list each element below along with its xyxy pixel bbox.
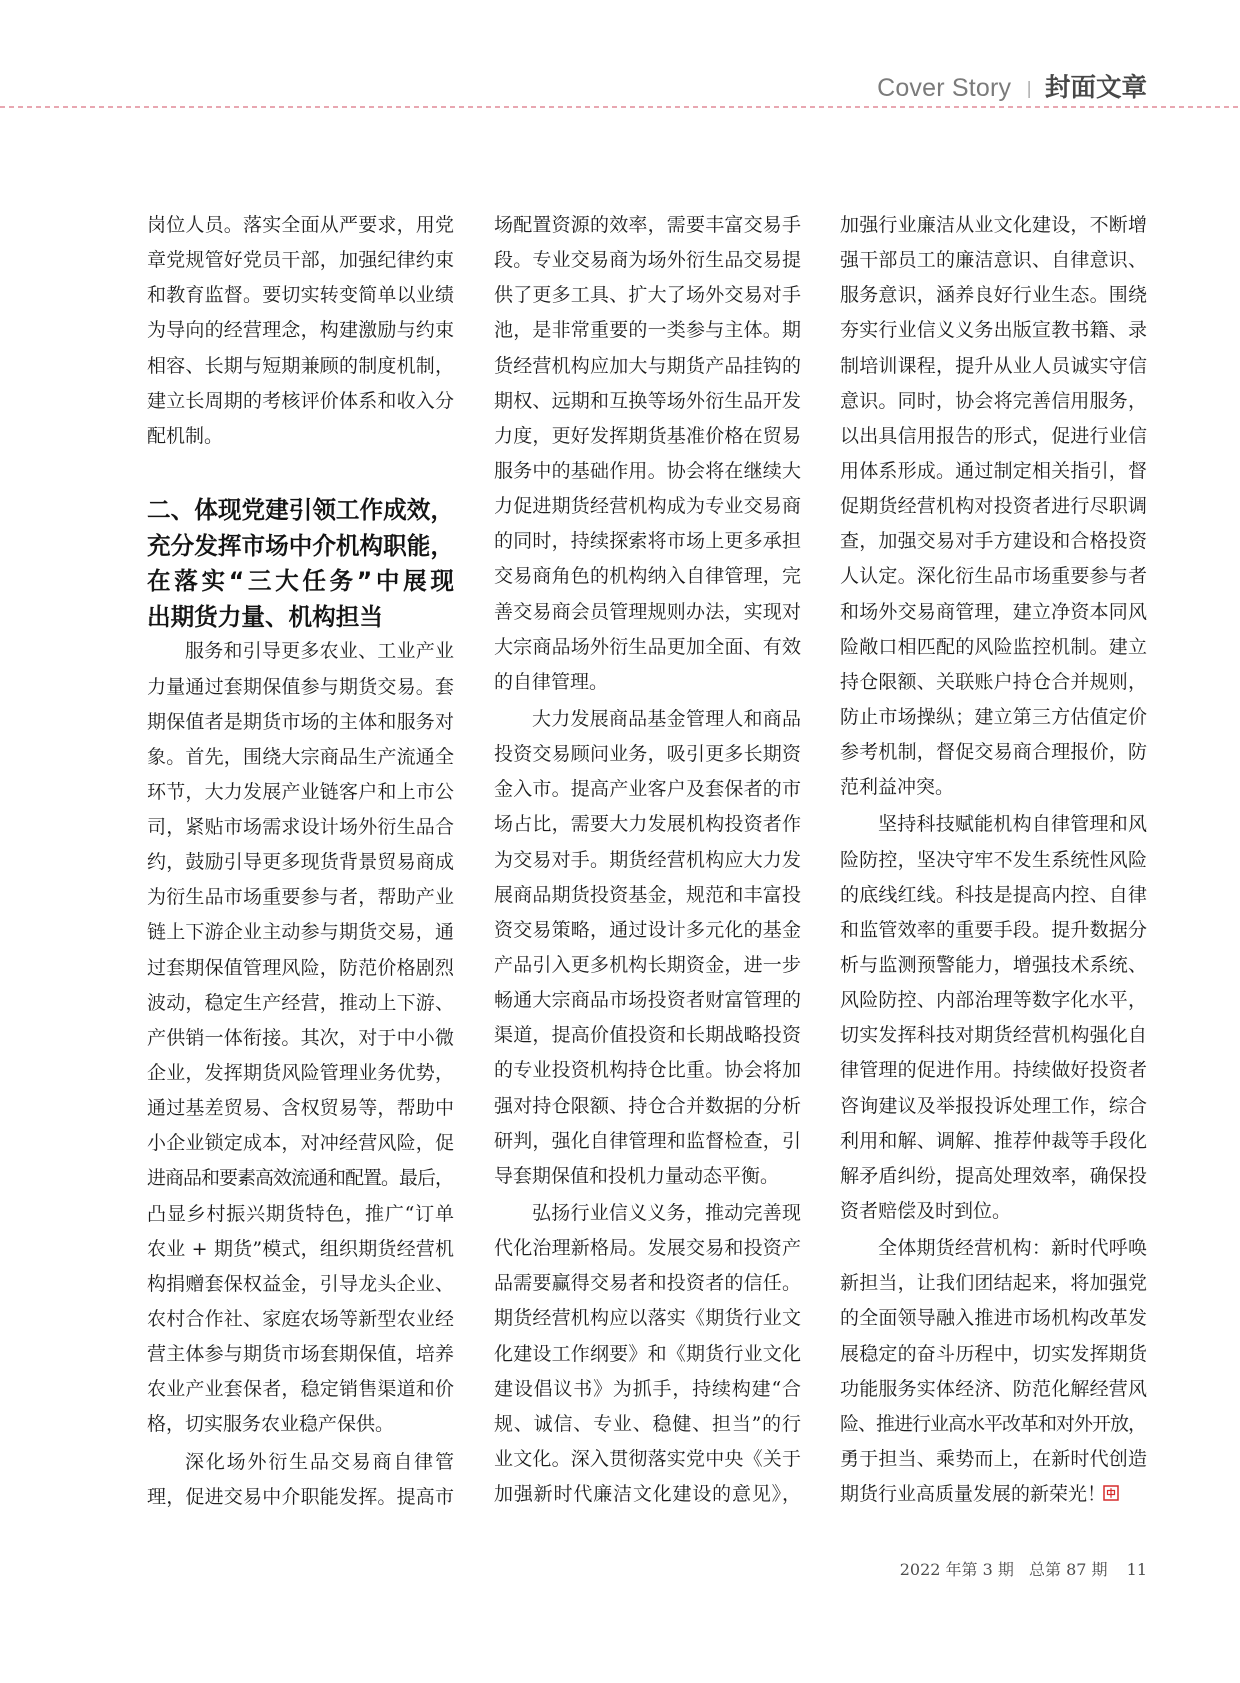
body-text: 大力发展商品基金管理人和商品 <box>532 707 802 730</box>
body-text: 期保值者是期货市场的主体和服务对 <box>147 710 455 733</box>
body-text: 场配置资源的效率，需要丰富交易手 <box>494 214 802 236</box>
text-line <box>840 243 1147 278</box>
text-line <box>494 559 801 594</box>
body-text: 凸显乡村振兴期货特色，推广“订单 <box>147 1202 455 1225</box>
text-line <box>494 454 801 489</box>
body-text: 畅通大宗商品市场投资者财富管理的 <box>494 989 802 1012</box>
text-line <box>147 313 454 348</box>
body-text: 力促进期货经营机构成为专业交易商 <box>494 495 802 518</box>
body-text: 研判，强化自律管理和监督检查，引 <box>494 1129 802 1152</box>
body-text: 司，紧贴市场需求设计场外衍生品合 <box>147 816 455 839</box>
body-text: 制培训课程，提升从业人员诚实守信 <box>840 354 1148 377</box>
text-line <box>494 807 801 842</box>
body-text: 解矛盾纠纷，提高处理效率，确保投 <box>840 1164 1148 1187</box>
text-line <box>147 951 454 986</box>
text-line <box>494 1407 801 1442</box>
body-text: 加强新时代廉洁文化建设的意见》， <box>494 1483 802 1506</box>
body-text: 人认定。深化衍生品市场重要参与者 <box>840 565 1148 588</box>
body-text: 参考机制，督促交易商合理报价，防 <box>840 741 1148 764</box>
text-line <box>147 1302 454 1337</box>
body-text: 展商品期货投资基金，规范和丰富投 <box>494 883 802 906</box>
text-line <box>840 735 1147 770</box>
text-line <box>147 1445 454 1480</box>
body-text: 力量通过套期保值参与期货交易。套 <box>147 675 455 698</box>
page-number: 11 <box>1126 1560 1147 1579</box>
body-text: 岗位人员。落实全面从严要求，用党 <box>147 214 455 236</box>
text-line <box>147 1372 454 1407</box>
body-text: 波动，稳定生产经营，推动上下游、 <box>147 991 455 1014</box>
paragraph <box>840 208 1147 805</box>
text-line <box>494 1442 801 1477</box>
body-text: 交易商角色的机构纳入自律管理，完 <box>494 565 802 588</box>
heading-text: 出期货力量、机构担当 <box>147 602 383 631</box>
text-line <box>840 384 1147 419</box>
text-line <box>494 737 801 772</box>
text-line <box>494 1266 801 1301</box>
heading-line <box>147 564 458 600</box>
text-line <box>494 595 801 630</box>
body-text: 为导向的经营理念，构建激励与约束 <box>147 319 455 342</box>
body-text: 切实发挥科技对期货经营机构强化自 <box>840 1024 1148 1047</box>
heading-line <box>147 529 454 565</box>
body-text: 全体期货经营机构：新时代呼唤 <box>878 1237 1148 1260</box>
body-text: 相容、长期与短期兼顾的制度机制， <box>147 354 455 377</box>
text-line <box>147 1232 454 1267</box>
body-text: 代化治理新格局。发展交易和投资产 <box>494 1237 802 1260</box>
text-line <box>147 845 454 880</box>
body-text: 险、推进行业高水平改革和对外开放， <box>840 1412 1146 1435</box>
issue-label: 2022 年第 3 期 <box>899 1560 1014 1579</box>
text-line <box>840 1477 1147 1512</box>
total-issue-label: 总第 87 期 <box>1029 1560 1108 1579</box>
body-text: 新担当，让我们团结起来，将加强党 <box>840 1272 1148 1295</box>
body-text: 场占比，需要大力发展机构投资者作 <box>494 813 802 836</box>
text-line <box>494 419 801 454</box>
text-line <box>840 1018 1147 1053</box>
body-text: 弘扬行业信义义务，推动完善现 <box>532 1201 802 1224</box>
text-line <box>840 983 1147 1018</box>
text-line <box>840 700 1147 735</box>
body-text: 用体系形成。通过制定相关指引，督 <box>840 459 1148 482</box>
body-text: 期货行业高质量发展的新荣光！ <box>840 1483 1107 1506</box>
text-column <box>840 208 1147 1512</box>
header-dashed-rule <box>0 106 1240 108</box>
body-text: 深化场外衍生品交易商自律管 <box>185 1450 456 1473</box>
paragraph <box>494 1196 801 1512</box>
text-line <box>494 948 801 983</box>
body-text: 章党规管好党员干部，加强纪律约束 <box>147 249 455 272</box>
body-text: 通过基差贸易、含权贸易等，帮助中 <box>147 1097 455 1120</box>
text-line <box>494 1196 801 1231</box>
text-line <box>840 489 1147 524</box>
text-line <box>494 1301 801 1336</box>
text-column <box>494 208 801 1512</box>
text-line <box>147 705 454 740</box>
paragraph <box>147 1445 454 1515</box>
paragraph <box>494 702 801 1194</box>
text-line <box>147 1407 454 1442</box>
body-text: 加强行业廉洁从业文化建设，不断增 <box>840 214 1148 236</box>
text-line <box>840 1194 1147 1229</box>
body-text: 查，加强交易对手方建设和合格投资 <box>840 530 1148 553</box>
body-text: 产供销一体衔接。其次，对于中小微 <box>147 1026 455 1049</box>
body-text: 析与监测预警能力，增强技术系统、 <box>840 953 1148 976</box>
body-text: 约，鼓励引导更多现货背景贸易商成 <box>147 851 455 874</box>
body-text: 防止市场操纵；建立第三方估值定价 <box>840 705 1148 728</box>
body-text: 的同时，持续探索将市场上更多承担 <box>494 530 802 553</box>
text-line <box>494 878 801 913</box>
text-line <box>840 630 1147 665</box>
text-line <box>840 913 1147 948</box>
text-line <box>147 349 454 384</box>
section-label-en: Cover Story <box>877 74 1012 102</box>
running-header <box>877 68 1147 108</box>
text-line <box>494 243 801 278</box>
text-line <box>147 243 454 278</box>
body-text: 建设倡议书》为抓手，持续构建“合 <box>494 1377 802 1400</box>
body-text: 货经营机构应加大与期货产品挂钩的 <box>494 354 802 377</box>
text-line <box>494 1337 801 1372</box>
text-line <box>494 983 801 1018</box>
body-text: 持仓限额、关联账户持仓合并规则， <box>840 670 1148 693</box>
text-line <box>147 1021 454 1056</box>
text-line <box>147 775 454 810</box>
body-text: 构捐赠套保权益金，引导龙头企业、 <box>147 1272 455 1295</box>
body-text: 池，是非常重要的一类参与主体。期 <box>494 319 802 342</box>
body-text: 资交易策略，通过设计多元化的基金 <box>494 918 802 941</box>
page-footer <box>900 1558 1147 1582</box>
text-line <box>494 1477 801 1512</box>
text-line <box>147 419 454 454</box>
text-line <box>147 1337 454 1372</box>
text-line <box>147 384 454 419</box>
text-line <box>840 1372 1147 1407</box>
body-text: 服务和引导更多农业、工业产业 <box>185 640 455 663</box>
body-text: 范利益冲突。 <box>840 776 955 799</box>
body-text: 链上下游企业主动参与期货交易，通 <box>147 921 455 944</box>
end-mark-icon <box>1103 1485 1119 1501</box>
text-line <box>494 313 801 348</box>
text-line <box>840 1407 1147 1442</box>
body-text: 律管理的促进作用。持续做好投资者 <box>840 1059 1148 1082</box>
text-line <box>147 1056 454 1091</box>
body-text: 配机制。 <box>147 424 224 447</box>
text-line <box>147 278 454 313</box>
body-text: 险敞口相匹配的风险监控机制。建立 <box>840 635 1148 658</box>
text-line <box>494 1372 801 1407</box>
text-line <box>840 1301 1147 1336</box>
text-line <box>494 524 801 559</box>
text-line <box>494 1124 801 1159</box>
heading-text: 二、体现党建引领工作成效， <box>147 495 455 524</box>
text-line <box>494 384 801 419</box>
text-line <box>147 915 454 950</box>
text-line <box>840 559 1147 594</box>
text-line <box>147 1267 454 1302</box>
text-line <box>840 1159 1147 1194</box>
text-line <box>840 349 1147 384</box>
body-text: 以出具信用报告的形式，促进行业信 <box>840 424 1148 447</box>
body-text: 服务意识，涵养良好行业生态。围绕 <box>840 284 1148 307</box>
body-text: 农业产业套保者，稳定销售渠道和价 <box>147 1378 455 1401</box>
text-line <box>494 702 801 737</box>
body-text: 咨询建议及举报投诉处理工作，综合 <box>840 1094 1148 1117</box>
text-line <box>840 1266 1147 1301</box>
text-line <box>494 1018 801 1053</box>
text-line <box>840 313 1147 348</box>
body-text: 的全面领导融入推进市场机构改革发 <box>840 1307 1148 1330</box>
text-line <box>147 1197 454 1232</box>
body-text: 坚持科技赋能机构自律管理和风 <box>878 813 1148 836</box>
text-line <box>147 880 454 915</box>
text-line <box>494 630 801 665</box>
body-text: 夯实行业信义义务出版宣教书籍、录 <box>840 319 1148 342</box>
text-line <box>494 208 801 243</box>
text-line <box>147 986 454 1021</box>
text-line <box>494 349 801 384</box>
text-line <box>147 670 454 705</box>
body-text: 期货经营机构应以落实《期货行业文 <box>494 1307 802 1330</box>
body-text: 展稳定的奋斗历程中，切实发挥期货 <box>840 1342 1148 1365</box>
text-line <box>494 843 801 878</box>
body-text: 服务中的基础作用。协会将在继续大 <box>494 459 802 482</box>
body-text: 投资交易顾问业务，吸引更多长期资 <box>494 743 802 766</box>
text-line <box>840 948 1147 983</box>
body-text: 善交易商会员管理规则办法，实现对 <box>494 600 802 623</box>
body-text: 段。专业交易商为场外衍生品交易提 <box>494 249 802 272</box>
body-text: 促期货经营机构对投资者进行尽职调 <box>840 495 1148 518</box>
body-text: 利用和解、调解、推荐仲裁等手段化 <box>840 1129 1148 1152</box>
body-text: 和监管效率的重要手段。提升数据分 <box>840 918 1148 941</box>
text-column <box>147 208 458 1515</box>
body-text: 导套期保值和投机力量动态平衡。 <box>494 1164 780 1187</box>
body-text: 化建设工作纲要》和《期货行业文化 <box>494 1342 802 1365</box>
text-line <box>840 1442 1147 1477</box>
text-line <box>840 665 1147 700</box>
text-line <box>147 740 454 775</box>
text-line <box>840 595 1147 630</box>
body-text: 的自律管理。 <box>494 670 609 693</box>
text-line <box>147 1480 454 1515</box>
body-text: 为交易对手。期货经营机构应大力发 <box>494 848 802 871</box>
text-line <box>840 878 1147 913</box>
body-text: 企业，发挥期货风险管理业务优势， <box>147 1062 455 1085</box>
text-line <box>494 665 801 700</box>
text-line <box>840 770 1147 805</box>
body-text: 产品引入更多机构长期资金，进一步 <box>494 953 802 976</box>
body-text: 过套期保值管理风险，防范价格剧烈 <box>147 956 455 979</box>
body-text: 格，切实服务农业稳产保供。 <box>147 1413 395 1436</box>
text-line <box>840 1231 1147 1266</box>
heading-line <box>147 600 454 636</box>
body-text: 供了更多工具、扩大了场外交易对手 <box>494 284 802 307</box>
body-text: 为衍生品市场重要参与者，帮助产业 <box>147 886 455 909</box>
text-line <box>840 1124 1147 1159</box>
body-text: 理，促进交易中介职能发挥。提高市 <box>147 1485 455 1508</box>
body-text: 和教育监督。要切实转变简单以业绩 <box>147 284 455 307</box>
text-line <box>147 1126 454 1161</box>
body-text: 险防控，坚决守牢不发生系统性风险 <box>840 848 1148 871</box>
text-line <box>840 1337 1147 1372</box>
body-text: 资者赔偿及时到位。 <box>840 1199 1012 1222</box>
paragraph <box>147 208 454 454</box>
body-text: 渠道，提高价值投资和长期战略投资 <box>494 1024 802 1047</box>
body-text: 小企业锁定成本，对冲经营风险，促 <box>147 1132 455 1155</box>
body-text: 大宗商品场外衍生品更加全面、有效 <box>494 635 802 658</box>
text-line <box>494 772 801 807</box>
body-text: 的底线红线。科技是提高内控、自律 <box>840 883 1148 906</box>
header-separator: | <box>1026 79 1032 99</box>
body-text: 建立长周期的考核评价体系和收入分 <box>147 389 455 412</box>
text-line <box>494 1159 801 1194</box>
text-line <box>840 454 1147 489</box>
text-line <box>840 419 1147 454</box>
text-line <box>494 1053 801 1088</box>
text-line <box>147 634 454 669</box>
paragraph <box>147 634 454 1442</box>
body-text: 营主体参与期货市场套期保值，培养 <box>147 1343 455 1366</box>
body-text: 和场外交易商管理，建立净资本同风 <box>840 600 1148 623</box>
text-line <box>840 807 1147 842</box>
body-text: 强对持仓限额、持仓合并数据的分析 <box>494 1094 802 1117</box>
body-text: 象。首先，围绕大宗商品生产流通全 <box>147 745 455 768</box>
body-text: 金入市。提高产业客户及套保者的市 <box>494 778 802 801</box>
text-line <box>840 1053 1147 1088</box>
text-line <box>147 1161 454 1196</box>
text-line <box>840 278 1147 313</box>
body-text: 力度，更好发挥期货基准价格在贸易 <box>494 424 802 447</box>
paragraph <box>840 807 1147 1229</box>
heading-text: 在落实“三大任务”中展现 <box>147 567 458 596</box>
body-text: 农村合作社、家庭农场等新型农业经 <box>147 1308 455 1331</box>
section-label-zh: 封面文章 <box>1044 73 1147 103</box>
body-text: 的专业投资机构持仓比重。协会将加 <box>494 1059 802 1082</box>
body-text: 功能服务实体经济、防范化解经营风 <box>840 1377 1148 1400</box>
text-line <box>840 208 1147 243</box>
text-line <box>494 489 801 524</box>
paragraph <box>494 208 801 700</box>
text-line <box>494 1089 801 1124</box>
heading-text: 充分发挥市场中介机构职能， <box>147 531 455 560</box>
text-line <box>840 1089 1147 1124</box>
text-line <box>147 810 454 845</box>
body-text: 期权、远期和互换等场外衍生品开发 <box>494 389 802 412</box>
body-text: 环节，大力发展产业链客户和上市公 <box>147 780 455 803</box>
section-heading <box>147 493 458 635</box>
body-text: 勇于担当、乘势而上，在新时代创造 <box>840 1447 1148 1470</box>
body-text: 进商品和要素高效流通和配置。最后， <box>147 1167 453 1190</box>
text-line <box>147 1091 454 1126</box>
text-line <box>147 208 454 243</box>
body-text: 业文化。深入贯彻落实党中央《关于 <box>494 1447 802 1470</box>
body-text: 规、诚信、专业、稳健、担当”的行 <box>494 1412 802 1435</box>
body-text: 意识。同时，协会将完善信用服务， <box>840 389 1148 412</box>
text-line <box>494 278 801 313</box>
paragraph <box>840 1231 1147 1512</box>
heading-line <box>147 493 454 529</box>
text-line <box>840 843 1147 878</box>
body-text: 风险防控、内部治理等数字化水平， <box>840 989 1148 1012</box>
body-text: 农业 + 期货”模式，组织期货经营机 <box>147 1237 455 1260</box>
body-text: 品需要赢得交易者和投资者的信任。 <box>494 1272 802 1295</box>
text-line <box>494 913 801 948</box>
body-text: 强干部员工的廉洁意识、自律意识、 <box>840 249 1148 272</box>
text-line <box>494 1231 801 1266</box>
text-line <box>840 524 1147 559</box>
